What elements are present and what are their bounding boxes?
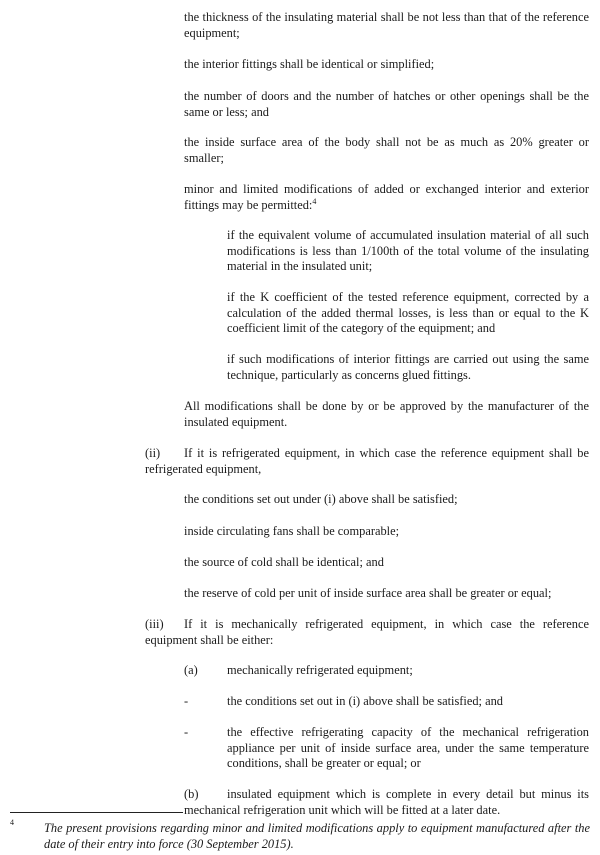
item-ii-condition-fans: inside circulating fans shall be comparable;	[184, 524, 400, 538]
modification-condition-volume: if the equivalent volume of accumulated insulation material of all such modifications is less than 1/100th of the total volume of the insulating material in the insulated unit;	[227, 228, 589, 273]
item-ii-condition-reserve-of-cold: the reserve of cold per unit of inside surface area shall be greater or equal;	[184, 586, 552, 600]
footnote-reference: 4	[312, 196, 317, 206]
footnote-divider	[10, 812, 183, 813]
condition-interior-fittings: the interior fittings shall be identical or simplified;	[184, 57, 435, 71]
sub-a-text: mechanically refrigerated equipment;	[227, 663, 413, 677]
item-ii-label: (ii)	[145, 446, 161, 460]
item-iii-paragraph: If it is mechanically refrigerated equipment, in which case the reference equipment shall be either:	[145, 617, 589, 647]
item-ii-condition-source-of-cold: the source of cold shall be identical; and	[184, 555, 384, 569]
sub-a-label: (a)	[184, 663, 198, 677]
condition-doors-hatches: the number of doors and the number of hatches or other openings shall be the same or less; and	[184, 89, 589, 119]
item-iii-label: (iii)	[145, 617, 164, 631]
approval-note: All modifications shall be done by or be approved by the manufacturer of the insulated equipment.	[184, 399, 589, 429]
item-ii-paragraph: If it is refrigerated equipment, in which case the reference equipment shall be refrigerated equipment,	[145, 446, 589, 476]
condition-surface-area: the inside surface area of the body shall not be as much as 20% greater or smaller;	[184, 135, 589, 165]
dash-item-refrigerating-capacity: the effective refrigerating capacity of the mechanical refrigeration appliance per unit of inside surface area, under the same temperature conditions, shall be greater or equal; or	[227, 725, 589, 770]
footnote-number: 4	[10, 818, 14, 827]
footnote-text: The present provisions regarding minor and limited modifications apply to equipment manufactured after the date of their entry into force (30 September 2015).	[44, 821, 590, 851]
sub-b-label: (b)	[184, 787, 199, 801]
item-ii-condition-i-satisfied: the conditions set out under (i) above shall be satisfied;	[184, 492, 458, 506]
modifications-intro-text: minor and limited modifications of added or exchanged interior and exterior fittings may be permitted:	[184, 182, 589, 212]
dash-marker: -	[184, 694, 189, 708]
modifications-intro	[184, 182, 589, 213]
dash-marker: -	[184, 725, 189, 739]
dash-item-conditions-satisfied: the conditions set out in (i) above shall be satisfied; and	[227, 694, 503, 708]
condition-insulation-thickness: the thickness of the insulating material shall be not less than that of the reference equipment;	[184, 10, 589, 40]
sub-b-text: insulated equipment which is complete in every detail but minus its mechanical refrigeration unit which will be fitted at a later date.	[184, 787, 589, 817]
modification-condition-technique: if such modifications of interior fittings are carried out using the same technique, particularly as concerns glued fittings.	[227, 352, 589, 382]
modification-condition-k-coefficient: if the K coefficient of the tested reference equipment, corrected by a calculation of the added thermal losses, is less than or equal to the K coefficient limit of the category of the equipment; and	[227, 290, 589, 335]
